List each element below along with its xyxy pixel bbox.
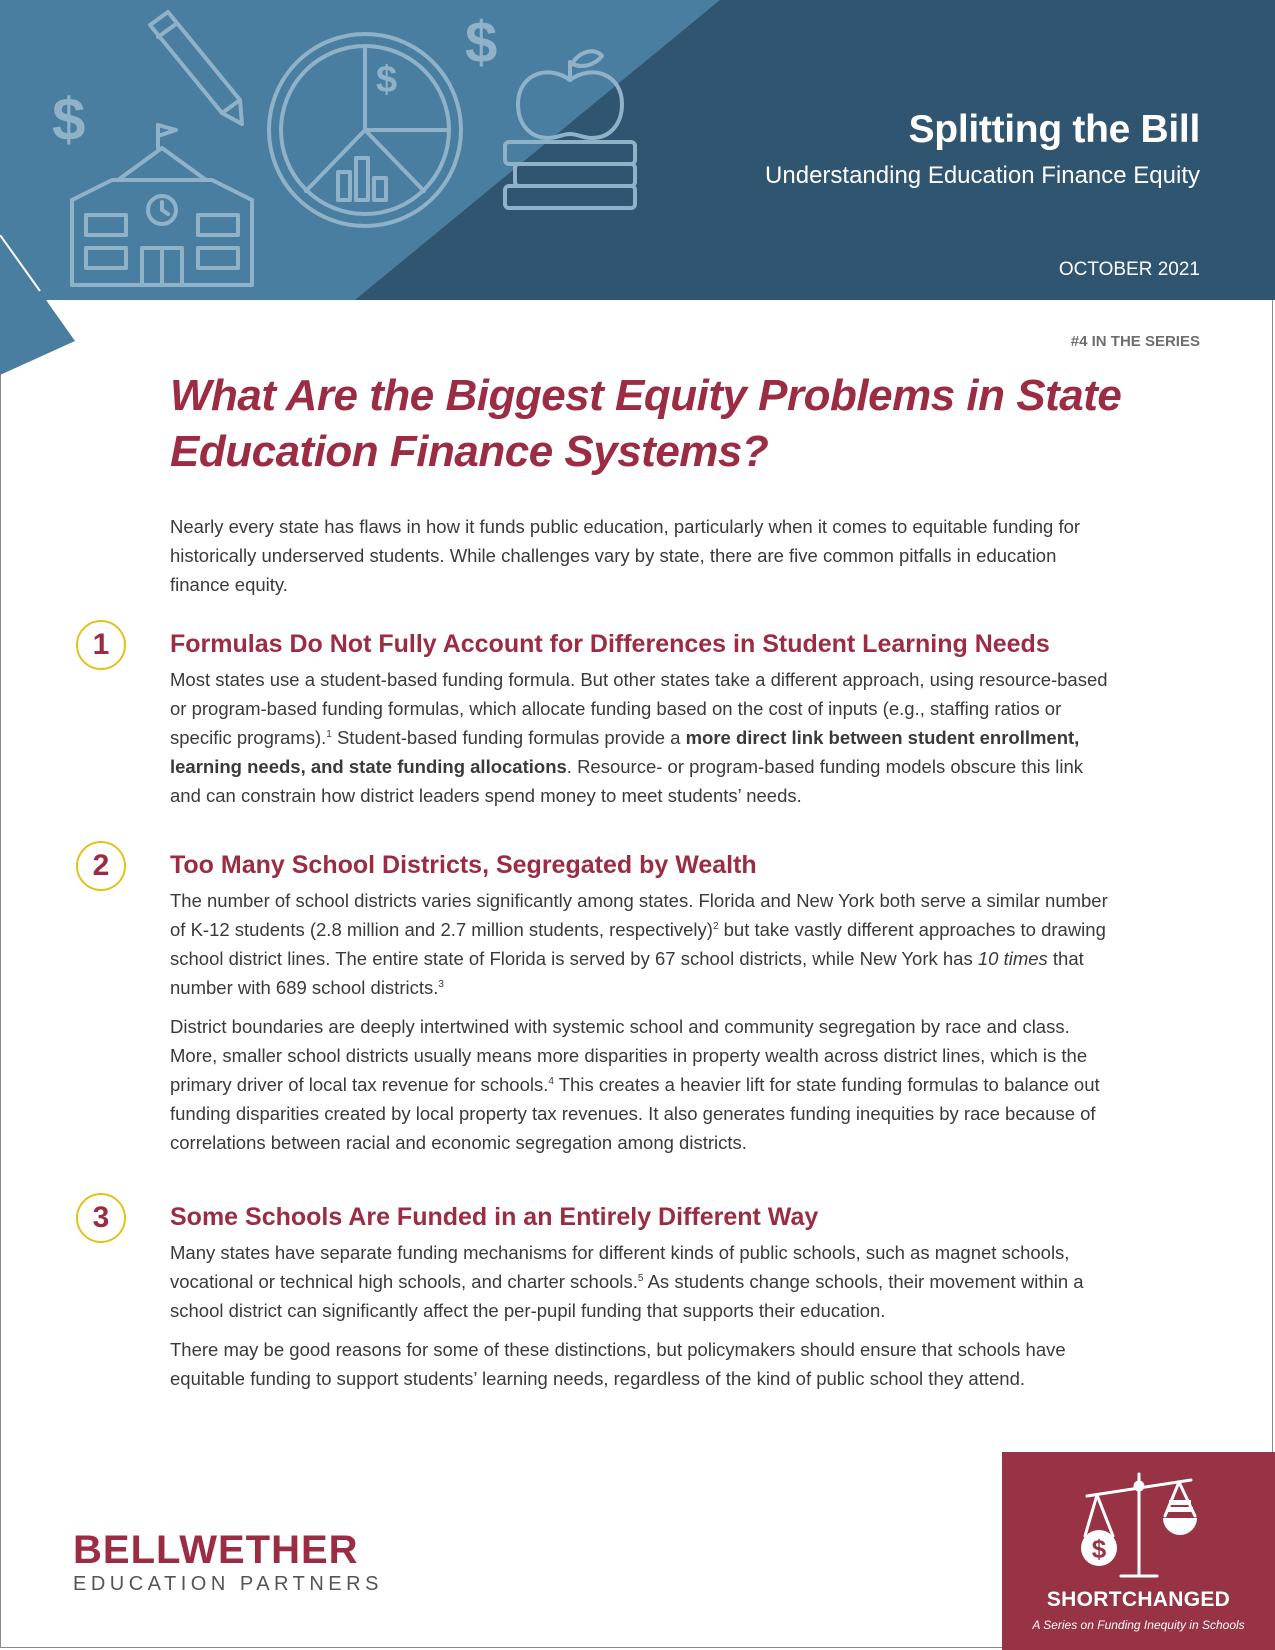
bellwether-logo[interactable] xyxy=(73,1530,383,1596)
section-number-badge: 1 xyxy=(76,620,126,670)
scale-icon xyxy=(1079,1466,1199,1584)
section-3 xyxy=(92,1200,1110,1393)
intro-paragraph: Nearly every state has flaws in how it funds public education, particularly when it comes to equitable funding for historically underserved students. While challenges vary by state, there are five common pitfalls in education finance equity. xyxy=(170,516,1081,595)
svg-text:$: $ xyxy=(1091,1534,1107,1564)
section-number-badge: 2 xyxy=(76,841,126,891)
footnote-ref[interactable]: 3 xyxy=(438,978,444,990)
section-heading: Some Schools Are Funded in an Entirely Different Way xyxy=(170,1203,819,1231)
series-subtitle: Understanding Education Finance Equity xyxy=(765,162,1200,189)
page-title: What Are the Biggest Equity Problems in State Education Finance Systems? xyxy=(170,371,1122,476)
section-number-badge: 3 xyxy=(76,1193,126,1243)
section-paragraph: There may be good reasons for some of these distinctions, but policymakers should ensure that schools have equitable funding to support students’ learning needs, regardless of the kind of public school they attend. xyxy=(170,1339,1066,1389)
publication-date: OCTOBER 2021 xyxy=(1058,259,1200,280)
section-paragraph: The number of school districts varies significantly among states. Florida and New York both serve a similar number of K-12 students (2.8 million and 2.7 million students, respectively)$^2$ but take vastly different approaches to drawing school district lines. The entire state of Florida is served by 67 school districts, while New York has 10 times that number with 689 school districts.$^3$ xyxy=(170,890,1108,998)
banner-tab xyxy=(0,235,75,375)
svg-text:$: $ xyxy=(465,10,498,75)
footnote-ref[interactable]: 2 xyxy=(712,920,719,932)
logo-wordmark: BELLWETHER xyxy=(73,1528,359,1572)
shortchanged-badge xyxy=(1002,1452,1275,1650)
section-2 xyxy=(92,848,1110,1157)
footnote-ref[interactable]: 5 xyxy=(637,1272,644,1284)
footnote-ref[interactable]: 4 xyxy=(548,1075,554,1087)
badge-subtitle: A Series on Funding Inequity in Schools xyxy=(1032,1618,1245,1632)
section-paragraph: Many states have separate funding mechanisms for different kinds of public schools, such as magnet schools, vocational or technical high schools, and charter schools.$^5$ As students change schools, their movement within a school district can significantly affect the per-pupil funding that supports their education. xyxy=(170,1242,1084,1321)
section-paragraph: Most states use a student-based funding formula. But other states take a different approach, using resource-based or program-based funding formulas, which allocate funding based on the cost of inputs (e.g., staffing ratios or specific programs).$^1$ Student-based funding formulas provide a more direct link between student enrollment, learning needs, and state funding allocations. Resource- or program-based funding models obscure this link and can constrain how district leaders spend money to meet students’ needs. xyxy=(170,669,1108,806)
section-paragraph: District boundaries are deeply intertwined with systemic school and community segregation by race and class. More, smaller school districts usually means more disparities in property wealth across district lines, which is the primary driver of local tax revenue for schools.$^4$ This creates a heavier lift for state funding formulas to balance out funding disparities created by local property tax revenues. It also generates funding inequities by race because of correlations between racial and economic segregation among districts. xyxy=(170,1016,1100,1153)
logo-tagline: EDUCATION PARTNERS xyxy=(73,1573,383,1595)
footnote-ref[interactable]: 1 xyxy=(326,728,332,740)
section-heading: Formulas Do Not Fully Account for Differences in Student Learning Needs xyxy=(170,630,1050,658)
series-number: #4 IN THE SERIES xyxy=(1070,333,1200,350)
dollar-icon xyxy=(465,10,497,75)
series-title: Splitting the Bill xyxy=(908,108,1200,151)
svg-text:$: $ xyxy=(376,59,398,101)
section-heading: Too Many School Districts, Segregated by Wealth xyxy=(170,851,757,879)
svg-text:$: $ xyxy=(52,86,86,153)
header-banner xyxy=(0,0,1275,300)
dollar-icon xyxy=(52,86,85,153)
badge-title: SHORTCHANGED xyxy=(1046,1588,1231,1611)
section-1 xyxy=(92,627,1110,810)
